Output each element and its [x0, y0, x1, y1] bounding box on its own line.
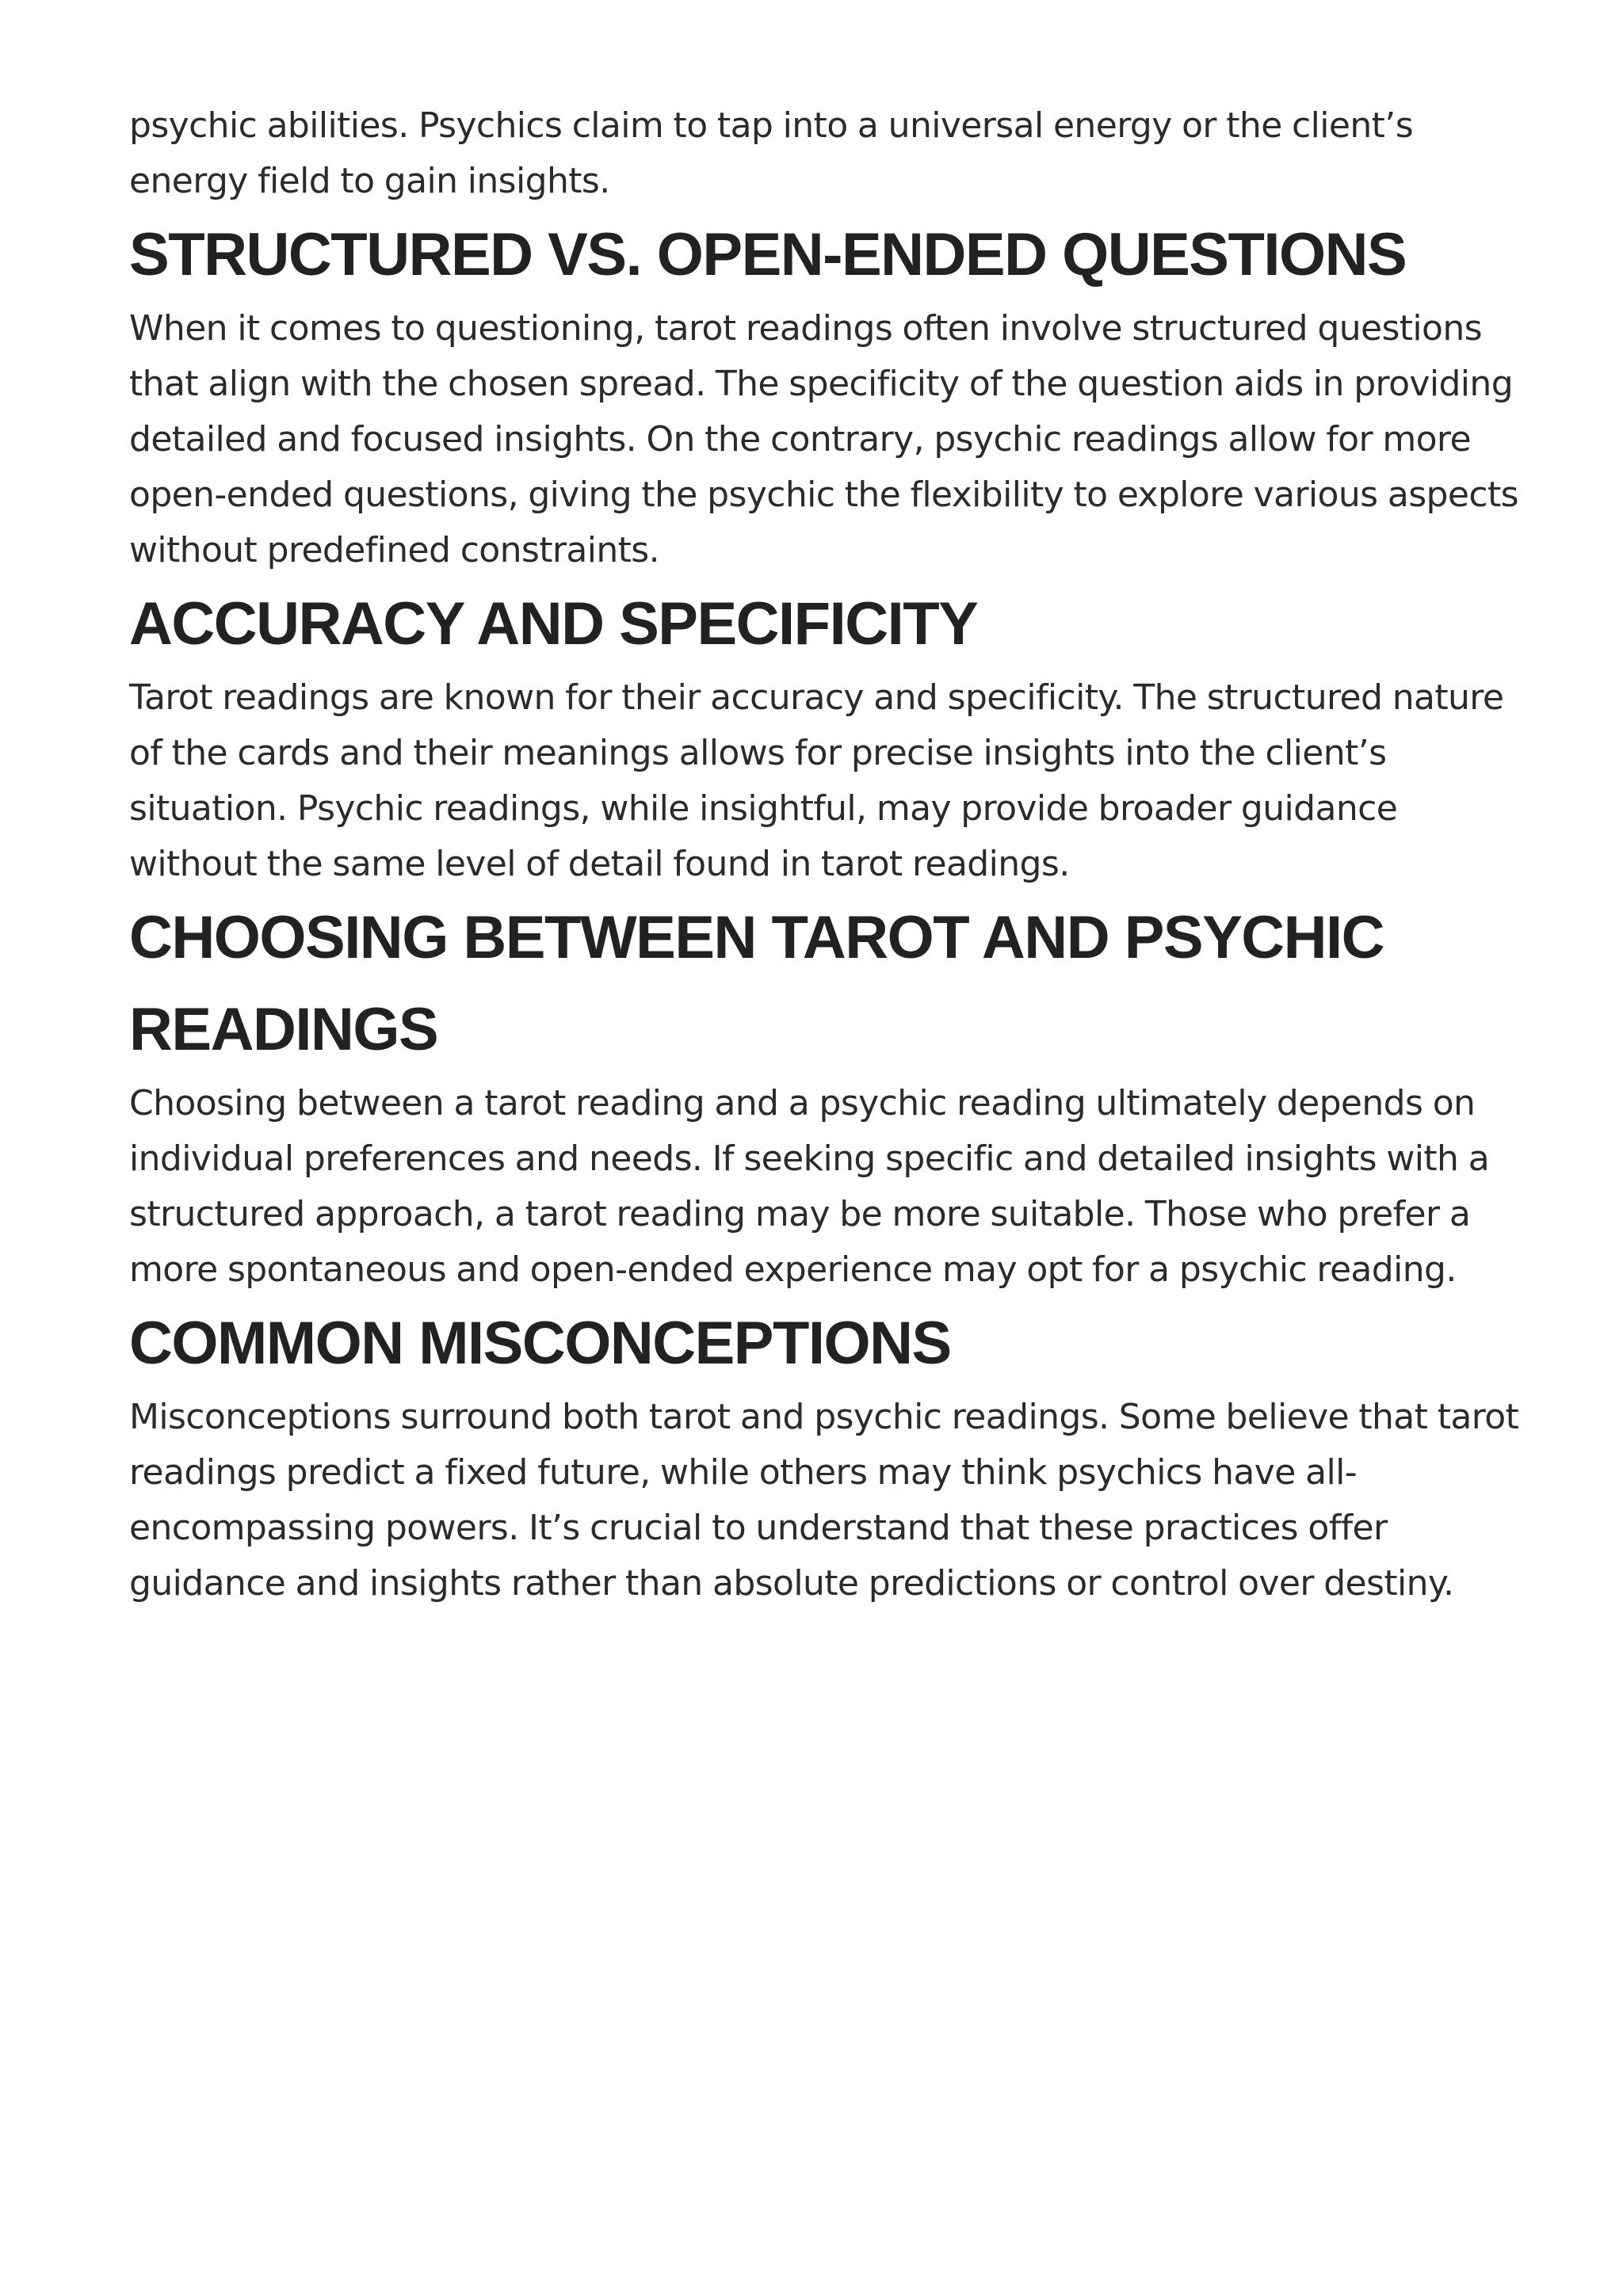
- document-page: [129, 0, 1524, 1611]
- intro-paragraph: psychic abilities. Psychics claim to tap into a universal energy or the client’s energy field to gain insights.: [129, 105, 1414, 201]
- heading-choosing-between: CHOOSING BETWEEN TAROT AND PSYCHIC READINGS: [129, 904, 1384, 1063]
- paragraph-structured-vs-open-ended: When it comes to questioning, tarot readings often involve structured questions that align with the chosen spread. The specificity of the question aids in providing detailed and focused insights. On the contrary, psychic readings allow for more open-ended questions, giving the psychic the flexibility to explore various aspects without predefined constraints.: [129, 308, 1518, 570]
- paragraph-choosing-between: Choosing between a tarot reading and a psychic reading ultimately depends on individual preferences and needs. If seeking specific and detailed insights with a structured approach, a tarot reading may be more suitable. Those who prefer a more spontaneous and open-ended experience may opt for a psychic reading.: [129, 1083, 1490, 1290]
- heading-common-misconceptions: COMMON MISCONCEPTIONS: [129, 1310, 951, 1377]
- heading-accuracy-and-specificity: ACCURACY AND SPECIFICITY: [129, 590, 978, 658]
- heading-structured-vs-open-ended: STRUCTURED VS. OPEN-ENDED QUESTIONS: [129, 221, 1407, 288]
- paragraph-common-misconceptions: Misconceptions surround both tarot and psychic readings. Some believe that tarot readings predict a fixed future, while others may think psychics have all-encompassing powers. It’s crucial to understand that these practices offer guidance and insights rather than absolute predictions or control over destiny.: [129, 1397, 1519, 1604]
- paragraph-accuracy-and-specificity: Tarot readings are known for their accuracy and specificity. The structured nature of the cards and their meanings allows for precise insights into the client’s situation. Psychic readings, while insightful, may provide broader guidance without the same level of detail found in tarot readings.: [129, 677, 1504, 884]
